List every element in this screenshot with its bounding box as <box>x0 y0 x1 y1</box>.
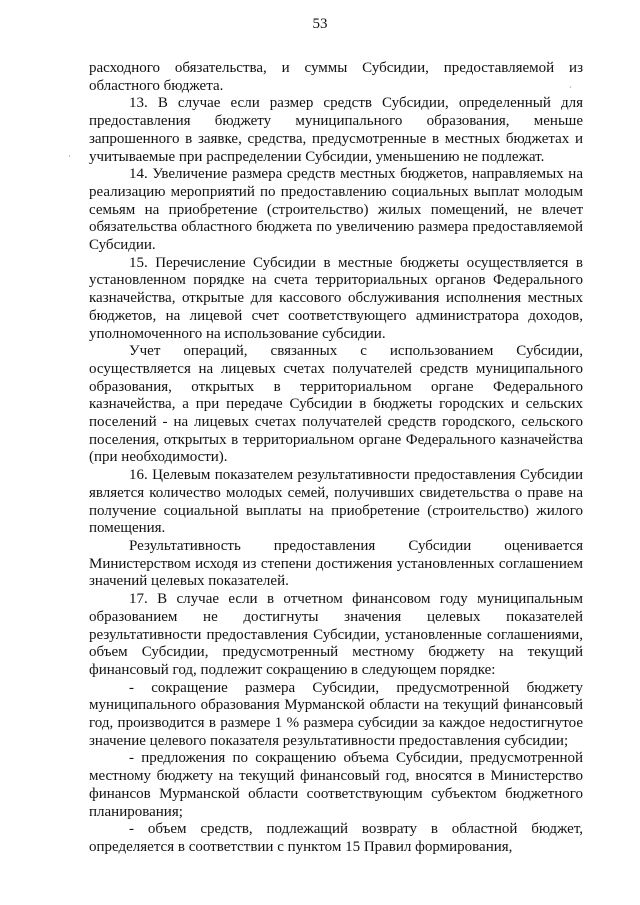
paragraph: 17. В случае если в отчетном финансовом году муниципальным образованием не достигнуты значения целевых показателей результативности предоставления Субсидии, установленные соглашениями, объем Субсидии, предусмотренный местному бюджету на текущий финансовый год, подлежит сокращению в следующем порядке: <box>89 591 583 678</box>
paragraph: расходного обязательства, и суммы Субсидии, предоставляемой из областного бюджета. <box>89 60 583 94</box>
paragraph: 14. Увеличение размера средств местных бюджетов, направляемых на реализацию мероприятий по предоставлению социальных выплат молодым семьям на приобретение (строительство) жилых помещений, не влечет обязательства областного бюджета по увеличению размера предоставляемой Субсидии. <box>89 166 583 254</box>
paragraph: 13. В случае если размер средств Субсидии, определенный для предоставления бюджету муниципального образования, меньше запрошенного в заявке, средства, предусмотренные в местных бюджетах и учитываемые при распределении Субсидии, уменьшению не подлежат. <box>89 95 583 165</box>
paragraph: - предложения по сокращению объема Субсидии, предусмотренной местному бюджету на текущий финансовый год, вносятся в Министерство финансов Мурманской области соответствующим субъектом бюджетного планирования; <box>89 750 583 820</box>
page-number: 53 <box>312 16 328 32</box>
paragraph: - объем средств, подлежащий возврату в областной бюджет, определяется в соответствии с пунктом 15 Правил формирования, <box>89 821 583 855</box>
margin-mark: ´ <box>569 85 572 95</box>
paragraph: Учет операций, связанных с использованием Субсидии, осуществляется на лицевых счетах получателей средств муниципального образования, открытых в территориальном органе Федерального казначейства, а при передаче Субсидии в бюджеты городских и сельских поселений - на лицевых счетах получателей средств городского, сельского поселения, открытых в территориальном органе Федерального казначейства (при необходимости). <box>89 343 583 466</box>
paragraph: - сокращение размера Субсидии, предусмотренной бюджету муниципального образования Мурманской области на текущий финансовый год, производится в размере 1 % размера субсидии за каждое недостигнутое значение целевого показателя результативности предоставления субсидии; <box>89 679 583 749</box>
document-body <box>89 60 583 857</box>
paragraph: Результативность предоставления Субсидии оценивается Министерством исходя из степени достижения установленных соглашением значений целевых показателей. <box>89 537 583 590</box>
margin-mark: · <box>68 151 71 161</box>
paragraph: 16. Целевым показателем результативности предоставления Субсидии является количество молодых семей, получивших свидетельства о праве на получение социальной выплаты на приобретение (строительство) жилого помещения. <box>89 467 583 537</box>
paragraph: 15. Перечисление Субсидии в местные бюджеты осуществляется в установленном порядке на счета территориальных органов Федерального казначейства, открытые для кассового обслуживания исполнения местных бюджетов, на лицевой счет соответствующего администратора доходов, уполномоченного на использование субсидии. <box>89 254 583 342</box>
